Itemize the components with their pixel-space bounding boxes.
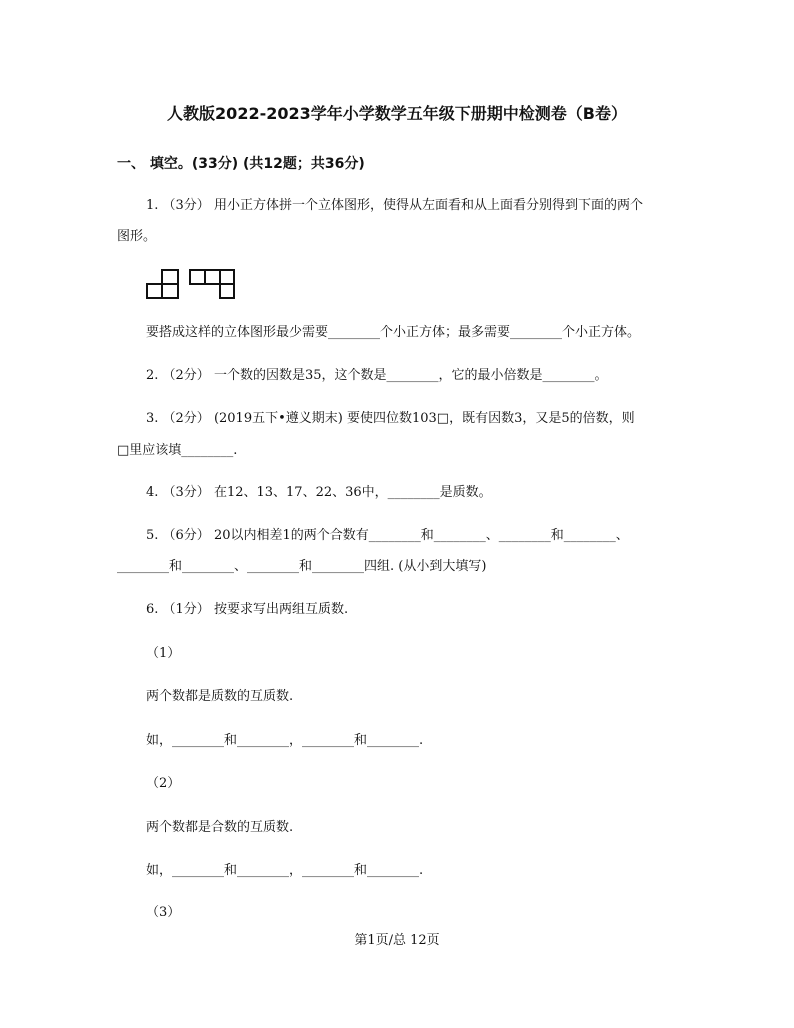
page-footer: 第1页/总 12页 (354, 933, 440, 948)
view-square (220, 270, 234, 284)
question-1-line-1: 1. （3分） 用小正方体拼一个立体图形，使得从左面看和从上面看分别得到下面的两个 (146, 198, 643, 213)
question-1-line-3: 要搭成这样的立体图形最少需要________个小正方体；最多需要________个小正方体。 (146, 325, 641, 340)
view-square (220, 284, 234, 298)
question-6-part-3-label: （3） (146, 905, 181, 920)
question-2: 2. （2分） 一个数的因数是35，这个数是________，它的最小倍数是________。 (146, 368, 608, 383)
view-square (147, 284, 162, 298)
question-6-part-2-blanks: 如，________和________，________和________. (146, 863, 424, 878)
page-title: 人教版2022-2023学年小学数学五年级下册期中检测卷（B卷） (167, 104, 627, 123)
section-heading: 一、 填空。(33分) (共12题；共36分) (117, 156, 365, 172)
question-6-part-1-desc: 两个数都是质数的互质数. (146, 689, 294, 704)
question-5-line-1: 5. （6分） 20以内相差1的两个合数有________和________、________和________、 (146, 528, 629, 543)
question-6-part-1-blanks: 如，________和________，________和________. (146, 733, 424, 748)
view-square (205, 270, 220, 284)
question-6-part-1-label: （1） (146, 646, 181, 661)
question-3-line-2: □里应该填________. (117, 443, 238, 458)
question-3-line-1: 3. （2分） (2019五下•遵义期末) 要使四位数103□，既有因数3，又是5的倍数，则 (146, 411, 635, 426)
question-6: 6. （1分） 按要求写出两组互质数. (146, 602, 349, 617)
question-1-line-2: 图形。 (117, 229, 157, 244)
cube-views-figure (146, 268, 236, 300)
view-square (162, 284, 178, 298)
question-6-part-2-label: （2） (146, 776, 181, 791)
question-4: 4. （3分） 在12、13、17、22、36中，________是质数。 (146, 485, 492, 500)
question-5-line-2: ________和________、________和________四组. (从小到大填写) (117, 559, 487, 574)
question-6-part-2-desc: 两个数都是合数的互质数. (146, 820, 294, 835)
view-square (162, 270, 178, 284)
view-square (190, 270, 205, 284)
